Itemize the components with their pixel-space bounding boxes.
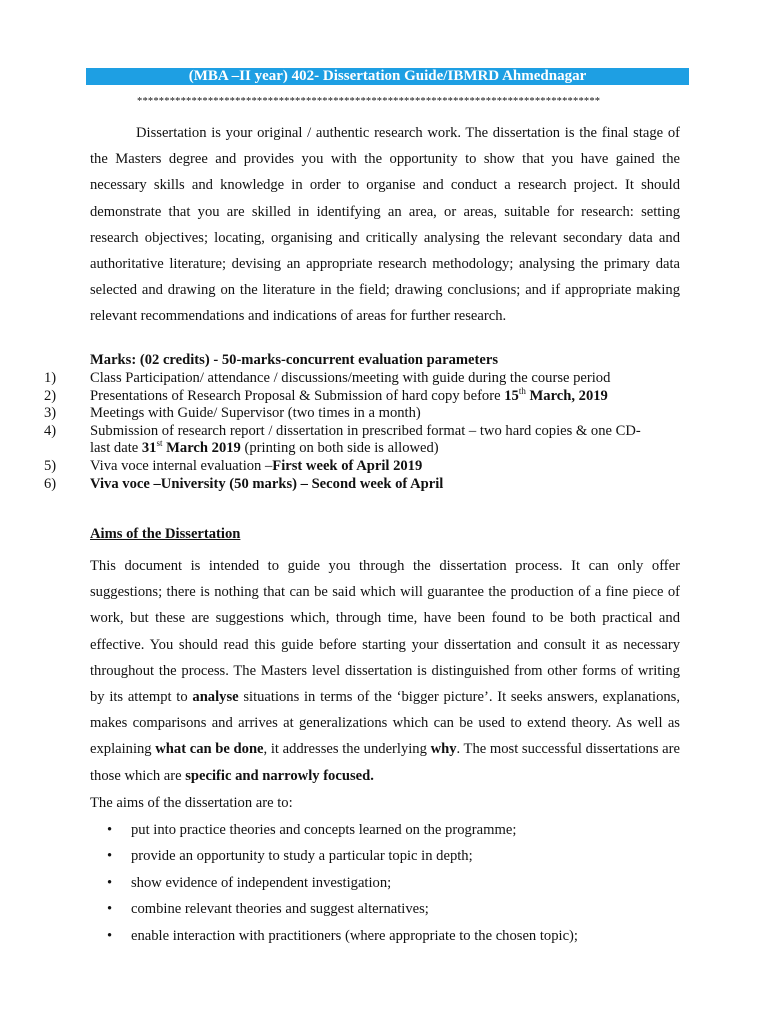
marks-item-number: 5) (44, 457, 57, 474)
marks-item-text: Submission of research report / dissertation in prescribed format – two hard copies & one CD- last date (90, 422, 641, 457)
bullet-icon: • (107, 822, 113, 838)
bullet-icon: • (107, 927, 113, 944)
marks-item-date-rest: March, 2019 (525, 387, 608, 404)
marks-item-number: 3) (44, 405, 57, 422)
marks-item (44, 458, 664, 476)
list-item-text: enable interaction with practitioners (where appropriate to the chosen topic); (131, 927, 578, 944)
aims-heading: Aims of the Dissertation (90, 526, 241, 542)
list-item (90, 848, 690, 874)
star-divider: ************************************************************************************* (137, 96, 601, 107)
marks-item-text: Presentations of Research Proposal & Submission of hard copy before (90, 387, 505, 404)
list-item (90, 901, 690, 927)
marks-item-text: Viva voce internal evaluation – (90, 457, 273, 474)
marks-item-note: (printing on both side is allowed) (240, 440, 439, 457)
marks-item-number: 6) (44, 475, 57, 492)
list-item-text: show evidence of independent investigation; (131, 874, 392, 891)
bullet-icon: • (107, 848, 113, 865)
bullet-icon: • (107, 901, 113, 918)
aims-text-3: , it addresses the underlying (263, 741, 431, 758)
marks-item-text: Meetings with Guide/ Supervisor (two times in a month) (90, 405, 421, 422)
marks-item-date-day: 31 (141, 440, 157, 457)
aims-text-2: situations in terms of the ‘bigger picture’. It seeks answers, explanations, makes comparisons and arrives at generalizations which can be used to extend theory. As well as explaining (90, 689, 680, 758)
marks-item-date-suffix: st (156, 438, 163, 449)
aims-text-1: This document is intended to guide you through the dissertation process. It can only offer suggestions; there is nothing that can be said which will guarantee the production of a fine piece of work, but these are suggestions which, through time, have been found to be both practical and effective. You should read this guide before starting your dissertation and consult it as necessary throughout the process. The Masters level dissertation is distinguished from other forms of writing by its attempt to (90, 558, 680, 706)
marks-item (44, 405, 664, 423)
marks-item-text: Class Participation/ attendance / discussions/meeting with guide during the course period (90, 370, 611, 386)
marks-item (44, 423, 664, 458)
marks-item-number: 1) (44, 370, 57, 386)
marks-list (44, 370, 664, 493)
bullet-icon: • (107, 874, 113, 891)
intro-paragraph: Dissertation is your original / authentic research work. The dissertation is the final stage of the Masters degree and provides you with the opportunity to show that you have gained the necessary skills and knowledge in order to organise and conduct a research project. It should demonstrate that you are skilled in identifying an area, or areas, suitable for research: setting research objectives; locating, organising and critically analysing the relevant secondary data and authoritative literature; devising an appropriate research methodology; analysing the primary data selected and drawing on the literature in the field; drawing conclusions; and if appropriate making relevant recommendations and indications of areas for further research. (90, 125, 680, 325)
marks-item-number: 2) (44, 387, 57, 404)
list-item (90, 822, 690, 848)
list-item-text: provide an opportunity to study a particular topic in depth; (131, 848, 473, 865)
marks-item-bold: First week of April 2019 (272, 457, 423, 474)
aims-text-4: . The most successful dissertations are those which are (90, 741, 681, 784)
list-item (90, 875, 690, 901)
marks-item-number: 4) (44, 422, 57, 439)
aims-bold-specific: specific and narrowly focused. (185, 767, 374, 784)
marks-item (44, 385, 664, 406)
aims-bold-why: why (430, 741, 457, 758)
aims-bold-what-can-be-done: what can be done (155, 741, 264, 758)
list-item-text: put into practice theories and concepts learned on the programme; (131, 822, 517, 838)
marks-item-bold: Viva voce –University (50 marks) – Second week of April (90, 475, 444, 492)
marks-item-date-rest: March 2019 (162, 440, 241, 457)
aims-paragraph (90, 553, 680, 789)
marks-item (44, 370, 664, 388)
aims-list (90, 822, 690, 954)
aims-bold-analyse: analyse (192, 689, 239, 706)
list-item (90, 928, 690, 954)
document-header-title: (MBA –II year) 402- Dissertation Guide/IBMRD Ahmednagar (86, 68, 689, 85)
marks-title: Marks: (02 credits) - 50-marks-concurrent evaluation parameters (90, 352, 498, 368)
aims-list-intro: The aims of the dissertation are to: (90, 795, 293, 811)
marks-item-date-day: 15 (504, 387, 519, 404)
list-item-text: combine relevant theories and suggest alternatives; (131, 901, 429, 918)
marks-item (44, 476, 664, 494)
marks-item-date-suffix: th (518, 385, 526, 396)
